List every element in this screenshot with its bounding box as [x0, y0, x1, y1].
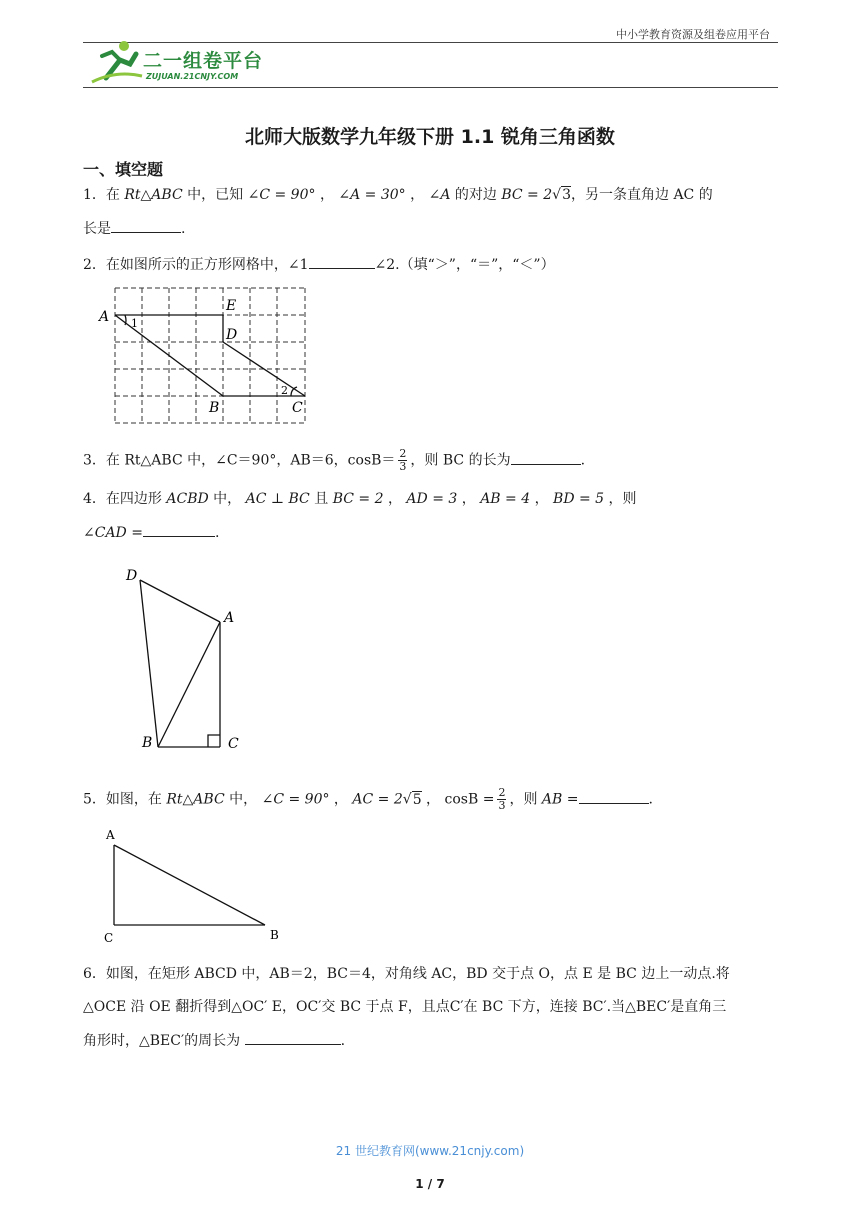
- answer-blank[interactable]: [511, 450, 581, 465]
- logo-subtext: ZUJUAN.21CNJY.COM: [146, 72, 239, 81]
- question-2: 2．在如图所示的正方形网格中，∠1 ∠2.（填“＞”，“＝”，“＜”）: [83, 254, 778, 275]
- point-label: B: [142, 735, 153, 751]
- angle-label: 2: [281, 384, 288, 397]
- point-label: A: [224, 610, 235, 626]
- question-5: 5．如图，在 Rt△ABC 中， ∠C = 90° ， AC = 2√5 ， cosB = $\frac{2}{3}$ ，则 AB = .: [83, 786, 653, 812]
- header-divider-bottom: [83, 87, 778, 88]
- angle-label: 1: [131, 317, 138, 330]
- document-title: 北师大版数学九年级下册 1.1 锐角三角函数: [245, 126, 615, 148]
- point-label: C: [228, 736, 239, 752]
- question-6-line-1: 6．如图，在矩形 ABCD 中，AB＝2，BC＝4，对角线 AC，BD 交于点 O，点 E 是 BC 边上一动点.将: [83, 966, 730, 982]
- point-label: B: [209, 400, 220, 416]
- answer-blank[interactable]: [111, 218, 181, 233]
- point-label: A: [99, 309, 110, 325]
- footer-site-link[interactable]: 21 世纪教育网(www.21cnjy.com): [335, 1144, 525, 1158]
- logo-text: 二一组卷平台: [143, 50, 264, 72]
- point-label: D: [226, 327, 238, 343]
- point-label: A: [106, 828, 115, 842]
- point-label: D: [126, 568, 138, 584]
- question-6-line-2: △OCE 沿 OE 翻折得到△OC′ E，OC′交 BC 于点 F，且点C′在 BC 下方，连接 BC′.当△BEC′是直角三: [83, 999, 727, 1015]
- point-label: C: [104, 931, 114, 945]
- answer-blank[interactable]: [143, 522, 215, 537]
- point-label: E: [226, 298, 237, 314]
- point-label: B: [270, 928, 279, 942]
- platform-tagline: 中小学教育资源及组卷应用平台: [616, 28, 770, 41]
- question-6-line-3: 角形时，△BEC′的周长为 .: [83, 1030, 778, 1051]
- answer-blank[interactable]: [309, 254, 375, 269]
- question-4-answer-line: ∠CAD = .: [83, 522, 778, 543]
- quadrilateral-figure: [120, 560, 255, 755]
- page-number: 1 / 7: [415, 1177, 445, 1191]
- grid-figure: [95, 285, 315, 430]
- answer-blank[interactable]: [579, 789, 649, 804]
- question-4: 4．在四边形 ACBD 中， AC ⊥ BC 且 BC = 2 ， AD = 3 ， AB = 4 ， BD = 5 ，则: [83, 491, 637, 507]
- question-1: 1．在 Rt△ABC 中，已知 ∠C = 90° ， ∠A = 30° ， ∠A 的对边 BC = 2√3，另一条直角边 AC 的: [83, 187, 713, 203]
- point-label: C: [292, 400, 303, 416]
- question-1-answer-line: 长是 .: [83, 218, 778, 239]
- right-triangle-figure: [100, 826, 285, 946]
- question-3: 3．在 Rt△ABC 中，∠C＝90°，AB＝6，cosB＝ $\frac{2}{3}$ ，则 BC 的长为 .: [83, 447, 586, 473]
- section-heading: 一、填空题: [83, 160, 164, 179]
- answer-blank[interactable]: [245, 1030, 341, 1045]
